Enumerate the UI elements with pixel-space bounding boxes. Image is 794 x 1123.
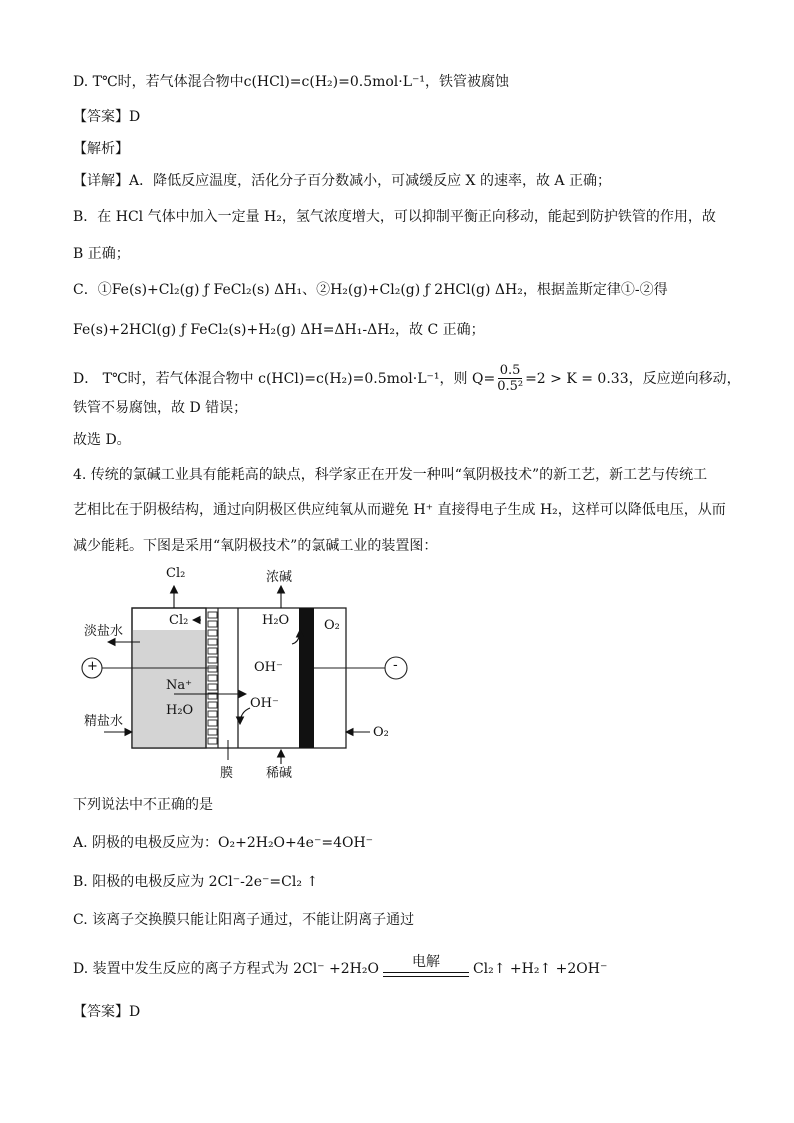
label-cl2-inner: Cl₂	[169, 613, 189, 628]
option-a: A. 阴极的电极反应为：O₂+2H₂O+4e⁻=4OH⁻	[73, 835, 374, 851]
label-membrane: 膜	[220, 766, 234, 781]
double-line	[383, 972, 469, 977]
comb-tooth	[208, 675, 217, 681]
fraction	[497, 363, 523, 394]
comb-tooth	[208, 621, 217, 627]
comb-tooth	[208, 729, 217, 735]
option-b: B. 阳极的电极反应为 2Cl⁻-2e⁻=Cl₂ ↑	[73, 874, 319, 890]
fraction-denominator: 0.5²	[497, 379, 524, 394]
label-dilute-brine: 淡盐水	[84, 624, 124, 639]
question4-line1: 4. 传统的氯碱工业具有能耗高的缺点，科学家正在开发一种叫“氧阴极技术”的新工艺，新工艺与传统工	[73, 467, 708, 483]
minus-symbol: -	[393, 658, 398, 673]
label-h2o-cathode: H₂O	[262, 613, 290, 628]
detail-b-line2: B 正确；	[73, 246, 130, 262]
question4-line3: 减少能耗。下图是采用“氧阴极技术”的氯碱工业的装置图：	[73, 538, 438, 554]
option-c: C. 该离子交换膜只能让阳离子通过，不能让阴离子通过	[73, 912, 415, 928]
comb-tooth	[208, 720, 217, 726]
comb-tooth	[208, 639, 217, 645]
choose-line: 故选 D。	[73, 432, 131, 448]
equation-condition	[383, 954, 469, 977]
detail-d-text-a: D． T℃时，若气体混合物中 c(HCl)=c(H₂)=0.5mol·L⁻¹，则 Q=	[73, 370, 496, 387]
comb-tooth	[208, 612, 217, 618]
option-d-text-b: Cl₂↑ +H₂↑ +2OH⁻	[472, 961, 608, 977]
electrolysis-diagram	[70, 560, 430, 785]
condition-label: 电解	[411, 954, 440, 970]
comb-tooth	[208, 684, 217, 690]
label-na-plus: Na⁺	[166, 678, 192, 693]
question4-line2: 艺相比在于阴极结构，通过向阴极区供应纯氧从而避免 H⁺ 直接得电子生成 H₂，这样可以降低电压，从而	[73, 502, 726, 518]
analysis-label: 【解析】	[73, 141, 129, 157]
comb-tooth	[208, 738, 217, 744]
label-refined-brine: 精盐水	[84, 714, 124, 729]
comb-tooth	[208, 702, 217, 708]
diagram-svg	[70, 560, 430, 785]
label-o2-inlet: O₂	[373, 725, 389, 740]
detail-d-line2: 铁管不易腐蚀，故 D 错误；	[73, 400, 248, 416]
answer-q3: 【答案】D	[73, 109, 141, 125]
answer-q4: 【答案】D	[73, 1004, 141, 1020]
comb-tooth	[208, 711, 217, 717]
comb-tooth	[208, 648, 217, 654]
detail-d-text-b: =2 > K = 0.33，反应逆向移动，	[525, 370, 741, 387]
detail-a: 【详解】A．降低反应温度，活化分子百分数减小，可减缓反应 X 的速率，故 A 正确；	[73, 173, 611, 189]
label-dilute-alkali: 稀碱	[266, 766, 293, 781]
label-oh-upper: OH⁻	[254, 660, 283, 675]
label-o2-cathode: O₂	[324, 618, 340, 633]
detail-c-line2: Fe(s)+2HCl(g) ƒ FeCl₂(s)+H₂(g) ΔH=ΔH₁-ΔH₂，故 C 正确；	[73, 322, 485, 338]
fraction-numerator: 0.5	[499, 363, 521, 378]
comb-tooth	[208, 657, 217, 663]
detail-d-line1	[73, 363, 741, 394]
anode-comb-electrode	[206, 608, 218, 748]
option-d	[73, 956, 607, 979]
label-h2o-anode: H₂O	[166, 703, 194, 718]
comb-tooth	[208, 630, 217, 636]
cathode-electrode	[299, 608, 314, 748]
plus-symbol: +	[87, 659, 98, 674]
label-concentrated-alkali: 浓碱	[266, 570, 293, 585]
label-cl2-top: Cl₂	[166, 566, 186, 581]
label-oh-lower: OH⁻	[250, 696, 279, 711]
detail-c-line1: C．①Fe(s)+Cl₂(g) ƒ FeCl₂(s) ΔH₁、②H₂(g)+Cl₂(g) ƒ 2HCl(g) ΔH₂，根据盖斯定律①-②得	[73, 282, 668, 298]
detail-b-line1: B．在 HCl 气体中加入一定量 H₂，氢气浓度增大，可以抑制平衡正向移动，能起到防护铁管的作用，故	[73, 209, 716, 225]
comb-tooth	[208, 666, 217, 672]
option-d-previous: D. T℃时，若气体混合物中c(HCl)=c(H₂)=0.5mol·L⁻¹，铁管被腐蚀	[73, 74, 510, 90]
question-stem: 下列说法中不正确的是	[73, 797, 213, 813]
option-d-text-a: D. 装置中发生反应的离子方程式为 2Cl⁻ +2H₂O	[73, 961, 379, 977]
